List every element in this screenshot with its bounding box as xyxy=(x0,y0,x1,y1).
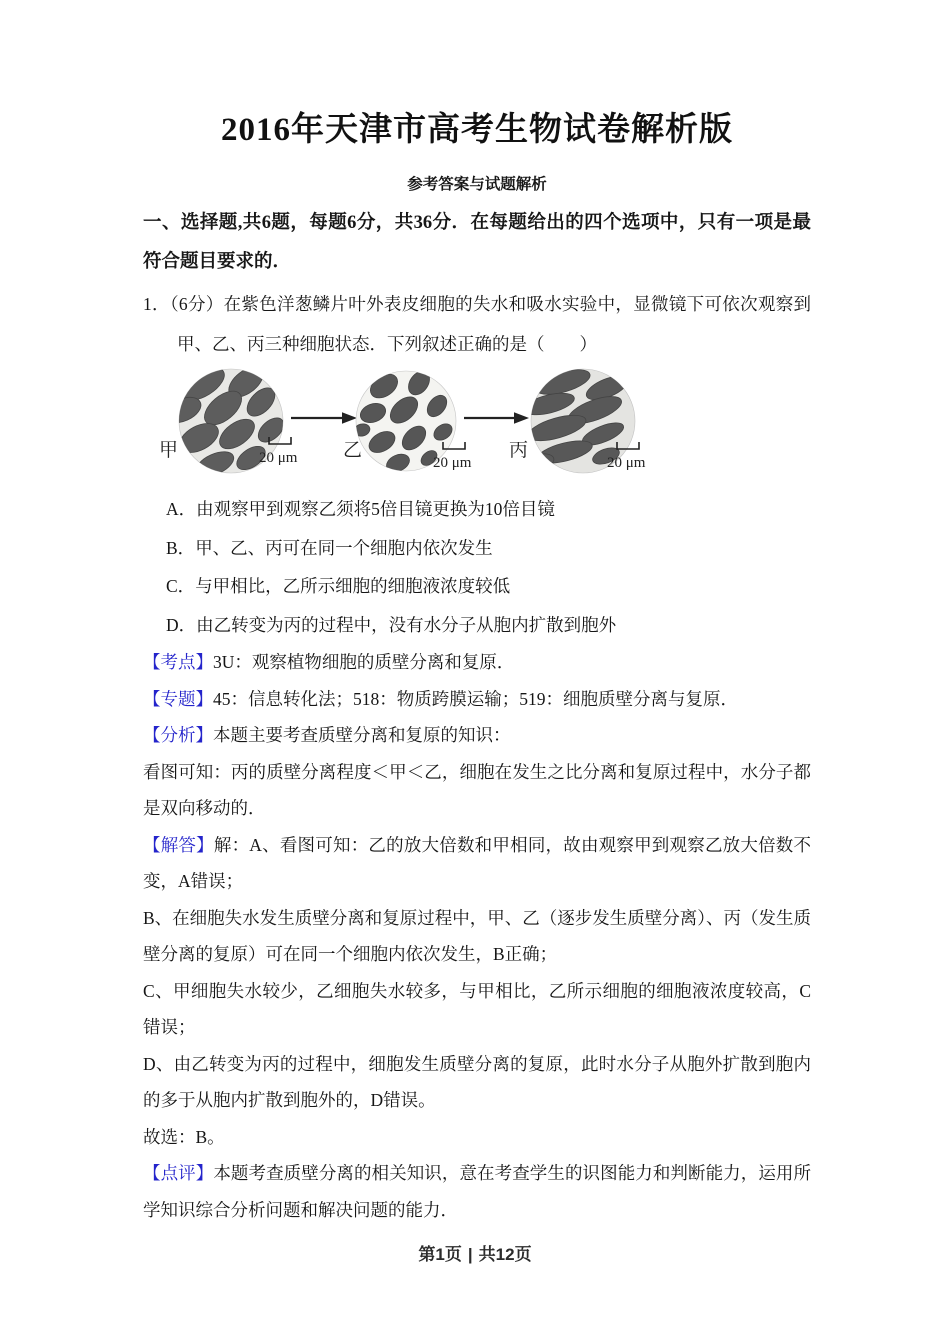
option-d xyxy=(166,606,811,645)
question-number: 1． xyxy=(143,294,170,314)
tag-fenxi: 【分析】 xyxy=(143,725,213,745)
tag-dianping: 【点评】 xyxy=(143,1163,214,1183)
tag-kaodian: 【考点】 xyxy=(143,652,213,672)
analysis-jieda-c xyxy=(143,973,811,1046)
arrow-right-icon xyxy=(464,412,529,424)
analysis-fenxi-cont xyxy=(143,754,811,827)
subtitle: 参考答案与试题解析 xyxy=(407,176,547,193)
cell-micrographs-image xyxy=(151,366,711,488)
analysis-answer-text: 故选：B。 xyxy=(143,1126,225,1147)
analysis-zhuanti-text: 45：信息转化法；518：物质跨膜运输；519：细胞质壁分离与复原． xyxy=(213,688,738,709)
analysis-kaodian-text: 3U：观察植物细胞的质壁分离和复原． xyxy=(213,652,515,672)
analysis-zhuanti xyxy=(143,681,811,718)
option-d-key: D． xyxy=(166,614,197,635)
question-stem xyxy=(143,284,811,364)
question-score: （6分） xyxy=(169,294,224,314)
micrograph-yi xyxy=(343,367,472,475)
analysis-fenxi xyxy=(143,717,811,754)
analysis-fenxi-cont-text: 看图可知：丙的质壁分离程度＜甲＜乙，细胞在发生之比分离和复原过程中，水分子都是双向移动的． xyxy=(143,761,811,818)
analysis-kaodian xyxy=(143,644,811,681)
analysis-jieda-d-text: D、由乙转变为丙的过程中，细胞发生质壁分离的复原，此时水分子从胞外扩散到胞内的多于从胞内扩散到胞外的，D错误。 xyxy=(143,1053,811,1110)
footer-page-number: 第1页 xyxy=(418,1245,462,1264)
analysis-section xyxy=(143,644,811,1228)
option-b xyxy=(166,529,811,568)
page-footer xyxy=(0,1240,950,1265)
scale-label-yi: 20 μm xyxy=(433,455,472,471)
tag-zhuanti: 【专题】 xyxy=(143,688,213,709)
analysis-fenxi-text: 本题主要考查质壁分离和复原的知识： xyxy=(213,725,511,745)
micrograph-label-jia: 甲 xyxy=(159,440,179,461)
page-title: 2016年天津市高考生物试卷解析版 xyxy=(221,112,733,148)
arrow-right-icon xyxy=(291,412,357,424)
analysis-jieda-text: 解：A、看图可知：乙的放大倍数和甲相同，故由观察甲到观察乙放大倍数不变，A错误； xyxy=(143,834,812,891)
analysis-dianping xyxy=(143,1155,811,1228)
scale-label-bing: 20 μm xyxy=(607,455,646,471)
option-d-text: 由乙转变为丙的过程中，没有水分子从胞内扩散到胞外 xyxy=(196,614,617,635)
option-c-text: 与甲相比，乙所示细胞的细胞液浓度较低 xyxy=(195,576,511,596)
question-text: 在紫色洋葱鳞片叶外表皮细胞的失水和吸水实验中，显微镜下可依次观察到甲、乙、丙三种细胞状态．下列叙述正确的是（ ） xyxy=(177,294,812,354)
analysis-dianping-text: 本题考查质壁分离的相关知识，意在考查学生的识图能力和判断能力，运用所学知识综合分析问题和解决问题的能力． xyxy=(143,1163,812,1220)
option-c-key: C． xyxy=(166,576,196,596)
options-list xyxy=(143,490,811,644)
analysis-jieda-d xyxy=(143,1046,811,1119)
footer-total-pages: 共12页 xyxy=(478,1245,532,1264)
micrograph-bing xyxy=(509,366,646,473)
micrograph-label-bing: 丙 xyxy=(509,440,529,461)
analysis-jieda xyxy=(143,827,811,900)
tag-jieda: 【解答】 xyxy=(143,834,214,855)
micrograph-jia xyxy=(159,366,298,481)
option-a xyxy=(166,490,811,529)
analysis-jieda-b xyxy=(143,900,811,973)
micrograph-label-yi: 乙 xyxy=(343,440,363,461)
scale-label-jia: 20 μm xyxy=(259,450,298,466)
analysis-jieda-b-text: B、在细胞失水发生质壁分离和复原过程中，甲、乙（逐步发生质壁分离）、丙（发生质壁分离的复原）可在同一个细胞内依次发生，B正确； xyxy=(143,907,811,964)
option-b-key: B． xyxy=(166,537,196,558)
micrograph-figure xyxy=(151,366,811,488)
analysis-jieda-c-text: C、甲细胞失水较少，乙细胞失水较多，与甲相比，乙所示细胞的细胞液浓度较高，C错误； xyxy=(143,980,811,1037)
option-a-text: 由观察甲到观察乙须将5倍目镜更换为10倍目镜 xyxy=(196,499,555,519)
option-a-key: A． xyxy=(166,499,197,519)
footer-separator: | xyxy=(467,1245,473,1264)
analysis-answer xyxy=(143,1119,811,1156)
option-b-text: 甲、乙、丙可在同一个细胞内依次发生 xyxy=(195,537,493,558)
section-heading: 一、选择题,共6题，每题6分，共36分．在每题给出的四个选项中，只有一项是最符合题目要求的． xyxy=(143,213,811,272)
option-c xyxy=(166,567,811,606)
